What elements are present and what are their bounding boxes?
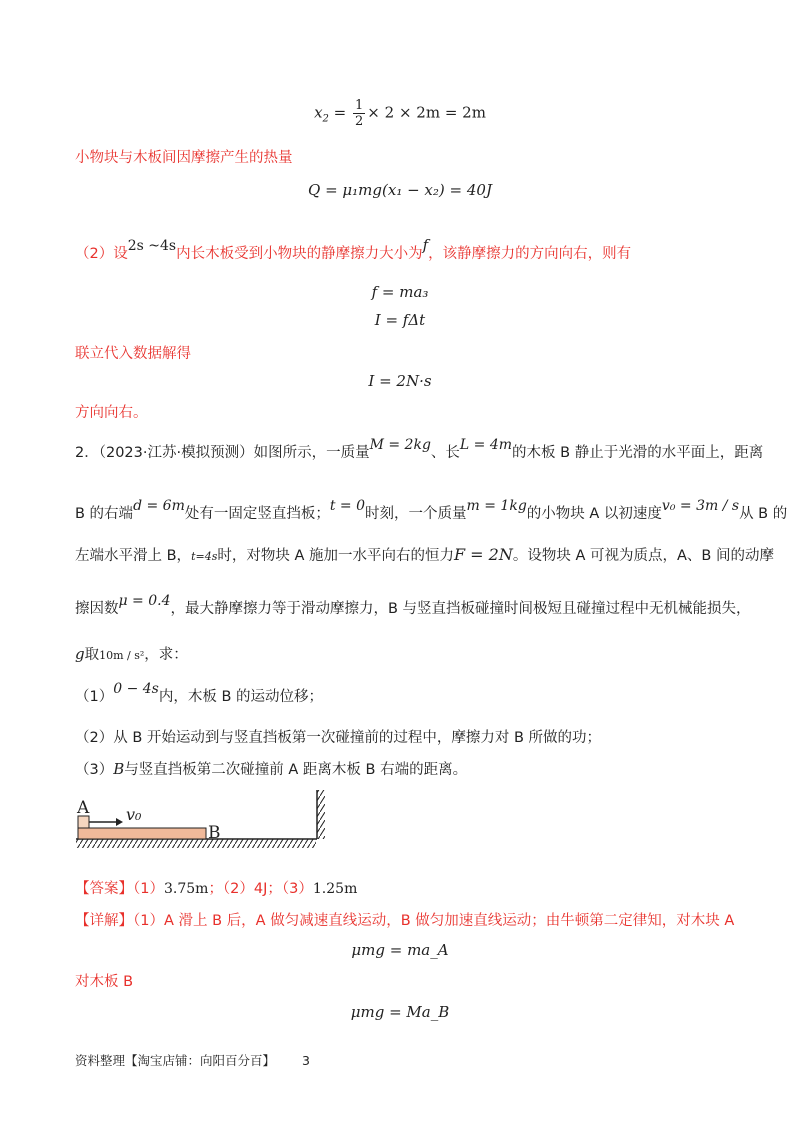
arrow-head-icon (116, 818, 123, 826)
wall-hatching (317, 790, 325, 839)
question2-line5: g取10m / s²，求： (75, 645, 188, 663)
question2-line1: 2．（2023·江苏·模拟预测）如图所示，一质量M = 2kg、长L = 4m的木板 B 静止于光滑的水平面上，距离 (75, 437, 764, 461)
detail-line: 【详解】（1）A 滑上 B 后，A 做匀减速直线运动，B 做匀加速直线运动；由牛顿第二定律知，对木块 A (75, 913, 735, 929)
text-board-B: 对木板 B (75, 974, 134, 990)
label-B: B (208, 823, 221, 843)
footer-source: 资料整理【淘宝店铺：向阳百分百】 (75, 1053, 276, 1068)
equation-A: μmg = ma_A (351, 941, 449, 959)
subquestion-2: （2）从 B 开始运动到与竖直挡板第一次碰撞前的过程中，摩擦力对 B 所做的功； (75, 730, 602, 746)
equation-Q: Q = μ₁mg(x₁ − x₂) = 40J (308, 181, 492, 199)
page-number: 3 (302, 1053, 310, 1068)
subquestion-1: （1）0 − 4s内，木板 B 的运动位移； (75, 681, 324, 705)
question2-line4: 擦因数μ = 0.4，最大静摩擦力等于滑动摩擦力，B 与竖直挡板碰撞时间极短且碰撞过程中无机械能损失， (75, 593, 751, 617)
question2-line3: 左端水平滑上 B，t=4s时，对物块 A 施加一水平向右的恒力F = 2N。设物块 A 可视为质点，A、B 间的动摩 (75, 545, 774, 564)
board-B (78, 828, 206, 839)
label-v0: v₀ (126, 805, 142, 824)
equation-f: f = ma₃ (371, 283, 429, 301)
equation-B: μmg = Ma_B (350, 1003, 450, 1021)
text-heat-line: 小物块与木板间因摩擦产生的热量 (75, 150, 293, 166)
physics-figure (70, 788, 340, 856)
text-direction-line: 方向向右。 (75, 405, 148, 421)
question2-line2: B 的右端d = 6m处有一固定竖直挡板；t = 0时刻，一个质量m = 1kg的小物块 A 以初速度v₀ = 3m / s从 B 的 (75, 498, 788, 522)
label-A: A (77, 798, 90, 818)
fraction-one-half: $\frac{1}{2}$ (355, 98, 364, 129)
answer-line: 【答案】（1）3.75m；（2）4J；（3）1.25m (75, 881, 358, 897)
part2-line: （2）设2s ~4s内长木板受到小物块的静摩擦力大小为f，该静摩擦力的方向向右，则有 (75, 236, 632, 262)
equation-I: I = fΔt (374, 311, 426, 329)
equation-x2: $x_2$ = $\frac{1}{2}$ × 2 × 2m = 2m (314, 98, 486, 129)
text-solve-line: 联立代入数据解得 (75, 346, 191, 362)
equation-I-result: I = 2N·s (368, 372, 432, 390)
ground-hatching (76, 839, 316, 848)
subquestion-3: （3）B与竖直挡板第二次碰撞前 A 距离木板 B 右端的距离。 (75, 760, 468, 778)
